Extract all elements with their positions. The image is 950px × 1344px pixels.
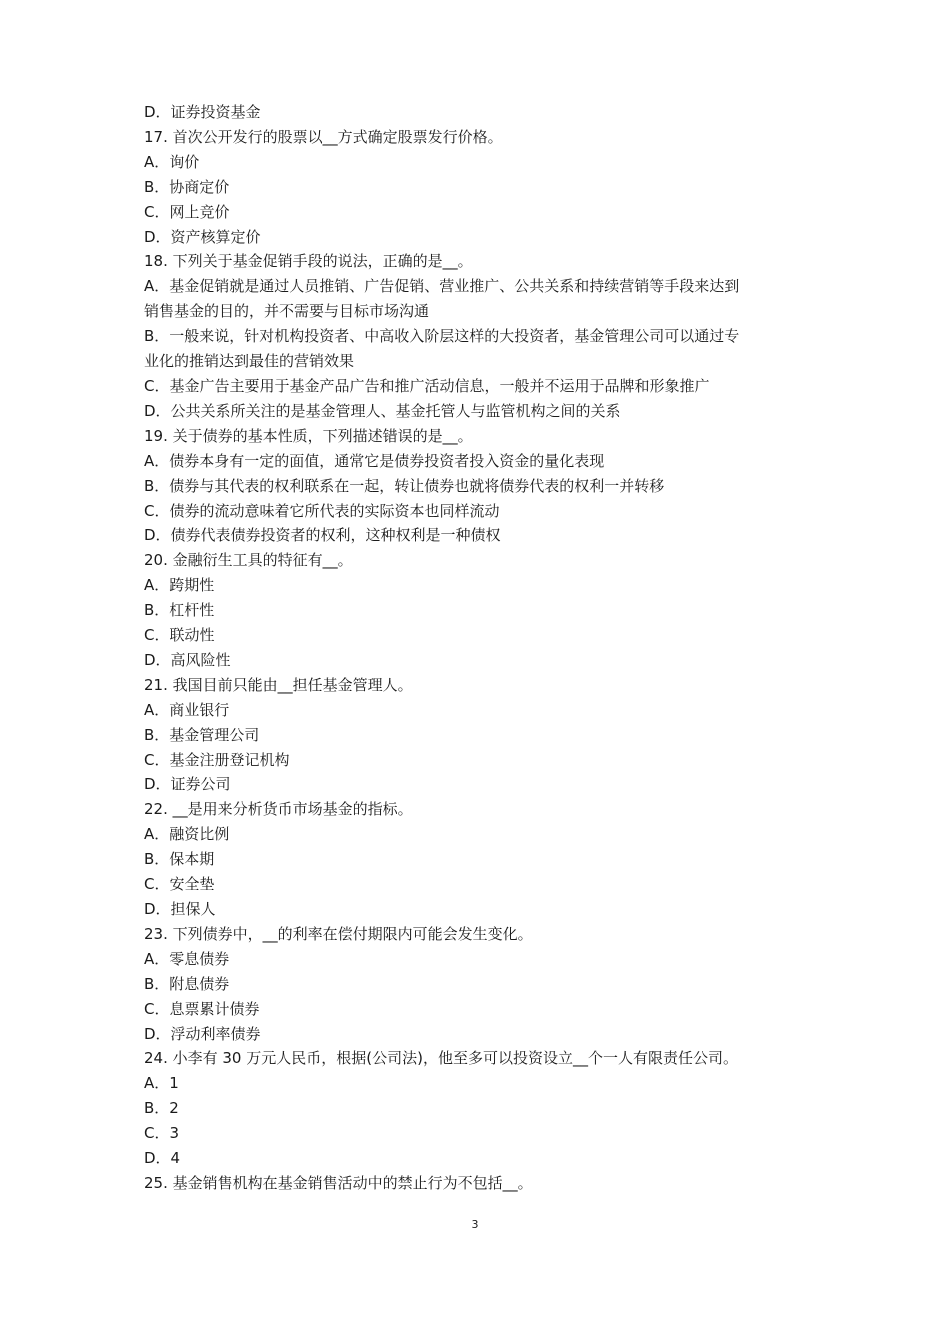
question-stem: 18. 下列关于基金促销手段的说法，正确的是__。: [144, 252, 473, 271]
question-stem: 24. 小李有 30 万元人民币，根据(公司法)，他至多可以投资设立__个一人有限责任公司。: [144, 1049, 738, 1068]
answer-option: A．跨期性: [144, 576, 215, 595]
question-stem: 17. 首次公开发行的股票以__方式确定股票发行价格。: [144, 127, 503, 146]
answer-option: D．债券代表债券投资者的权利，这种权利是一种债权: [144, 526, 501, 545]
question-stem: 23. 下列债券中，__的利率在偿付期限内可能会发生变化。: [144, 924, 533, 943]
answer-option: B．杠杆性: [144, 601, 215, 620]
answer-option: B．一般来说，针对机构投资者、中高收入阶层这样的大投资者，基金管理公司可以通过专: [144, 327, 740, 346]
question-stem: 19. 关于债券的基本性质，下列描述错误的是__。: [144, 426, 473, 445]
answer-option: C．息票累计债券: [144, 999, 260, 1018]
answer-option: C．联动性: [144, 626, 215, 645]
question-stem: 25. 基金销售机构在基金销售活动中的禁止行为不包括__。: [144, 1173, 533, 1192]
answer-option: B．附息债券: [144, 974, 230, 993]
answer-option: B．2: [144, 1099, 179, 1118]
answer-option: B．保本期: [144, 850, 215, 869]
answer-option: D．4: [144, 1149, 181, 1168]
answer-option: C．3: [144, 1124, 180, 1143]
answer-option: B．基金管理公司: [144, 725, 260, 744]
answer-option: A．融资比例: [144, 825, 230, 844]
answer-option: B．债券与其代表的权利联系在一起，转让债券也就将债券代表的权利一并转移: [144, 476, 665, 495]
answer-option: C．网上竞价: [144, 202, 230, 221]
answer-option: D．资产核算定价: [144, 227, 261, 246]
text-line: 销售基金的目的，并不需要与目标市场沟通: [144, 302, 430, 321]
text-line: 业化的推销达到最佳的营销效果: [144, 352, 355, 371]
question-stem: 20. 金融衍生工具的特征有__。: [144, 551, 353, 570]
answer-option: A．询价: [144, 152, 200, 171]
answer-option: D．担保人: [144, 900, 216, 918]
answer-option: A．零息债券: [144, 949, 230, 968]
answer-option: C．基金广告主要用于基金产品广告和推广活动信息，一般并不运用于品牌和形象推广: [144, 376, 710, 395]
answer-option: D．高风险性: [144, 650, 231, 669]
answer-option: D．证券公司: [144, 775, 231, 794]
question-stem: 22. __是用来分析货币市场基金的指标。: [144, 800, 413, 819]
answer-option: C．基金注册登记机构: [144, 750, 290, 769]
answer-option: A．基金促销就是通过人员推销、广告促销、营业推广、公共关系和持续营销等手段来达到: [144, 277, 740, 296]
page-number: 3: [471, 1218, 479, 1231]
answer-option: C．安全垫: [144, 875, 215, 894]
question-stem: 21. 我国目前只能由__担任基金管理人。: [144, 675, 413, 694]
answer-option: B．协商定价: [144, 177, 230, 196]
answer-option: D．公共关系所关注的是基金管理人、基金托管人与监管机构之间的关系: [144, 401, 621, 420]
answer-option: A．1: [144, 1074, 179, 1093]
answer-option: A．商业银行: [144, 700, 230, 719]
answer-option: D．证券投资基金: [144, 103, 261, 121]
document-body: [144, 100, 824, 1196]
answer-option: D．浮动利率债券: [144, 1024, 261, 1043]
answer-option: A．债券本身有一定的面值，通常它是债券投资者投入资金的量化表现: [144, 451, 605, 470]
answer-option: C．债券的流动意味着它所代表的实际资本也同样流动: [144, 501, 500, 520]
